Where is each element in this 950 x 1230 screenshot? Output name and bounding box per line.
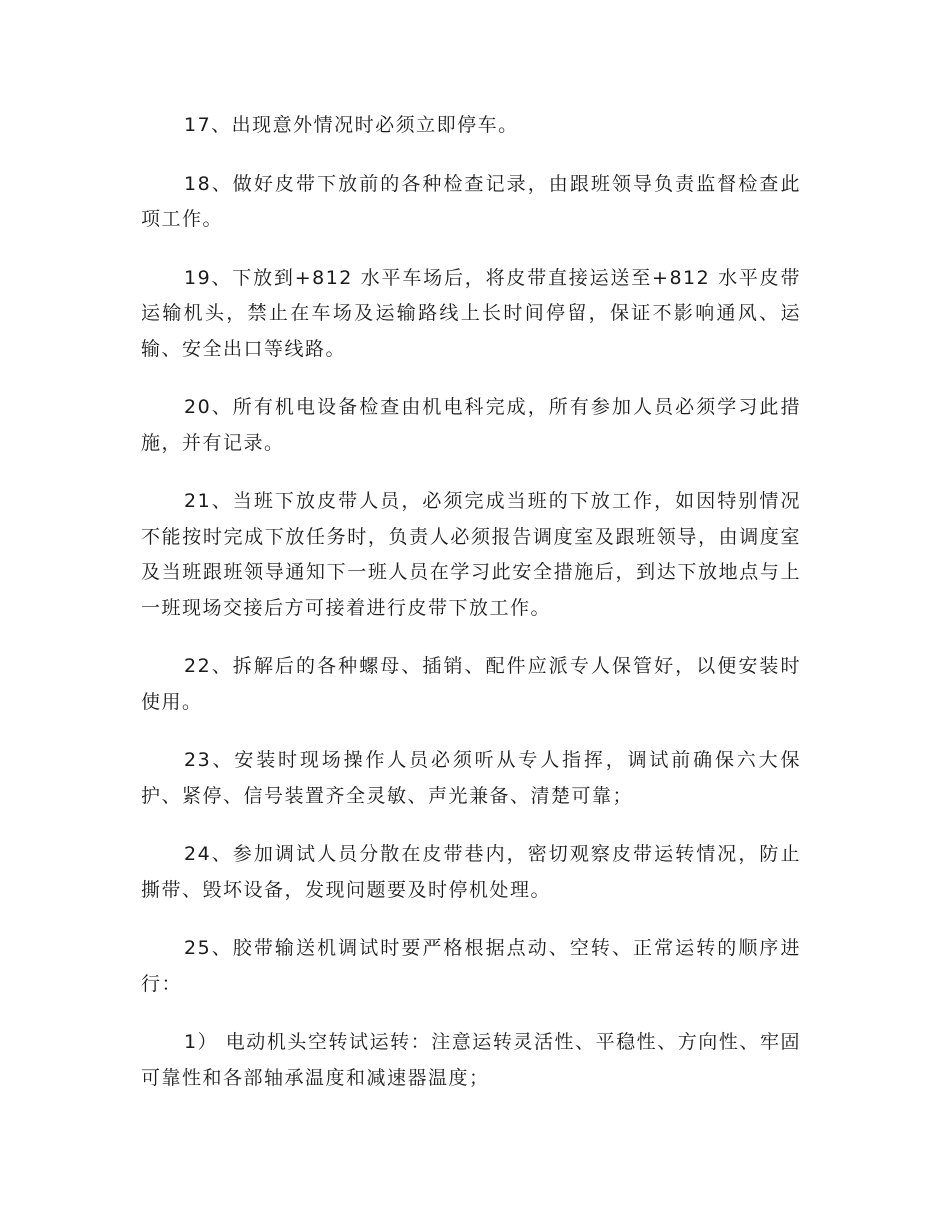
paragraph-item-19: 19、下放到+812 水平车场后，将皮带直接运送至+812 水平皮带运输机头，禁止在车场及运输路线上长时间停留，保证不影响通风、运输、安全出口等线路。 — [141, 266, 801, 360]
paragraph-item-25: 25、胶带输送机调试时要严格根据点动、空转、正常运转的顺序进行： — [141, 937, 801, 995]
paragraph-item-24: 24、参加调试人员分散在皮带巷内，密切观察皮带运转情况，防止撕带、毁坏设备，发现问题要及时停机处理。 — [141, 843, 801, 901]
document-body — [141, 108, 801, 1119]
paragraph-item-23: 23、安装时现场操作人员必须听从专人指挥，调试前确保六大保护、紧停、信号装置齐全灵敏、声光兼备、清楚可靠； — [141, 749, 801, 807]
paragraph-item-22: 22、拆解后的各种螺母、插销、配件应派专人保管好，以便安装时使用。 — [141, 655, 801, 713]
paragraph-item-20: 20、所有机电设备检查由机电科完成，所有参加人员必须学习此措施，并有记录。 — [141, 396, 801, 454]
paragraph-subitem-1: 1） 电动机头空转试运转：注意运转灵活性、平稳性、方向性、牢固可靠性和各部轴承温度和减速器温度； — [141, 1031, 801, 1089]
paragraph-item-21: 21、当班下放皮带人员，必须完成当班的下放工作，如因特别情况不能按时完成下放任务时，负责人必须报告调度室及跟班领导，由调度室及当班跟班领导通知下一班人员在学习此安全措施后，到达下放地点与上一班现场交接后方可接着进行皮带下放工作。 — [141, 490, 801, 619]
paragraph-item-18: 18、做好皮带下放前的各种检查记录，由跟班领导负责监督检查此项工作。 — [141, 172, 801, 230]
paragraph-item-17: 17、出现意外情况时必须立即停车。 — [184, 114, 519, 136]
